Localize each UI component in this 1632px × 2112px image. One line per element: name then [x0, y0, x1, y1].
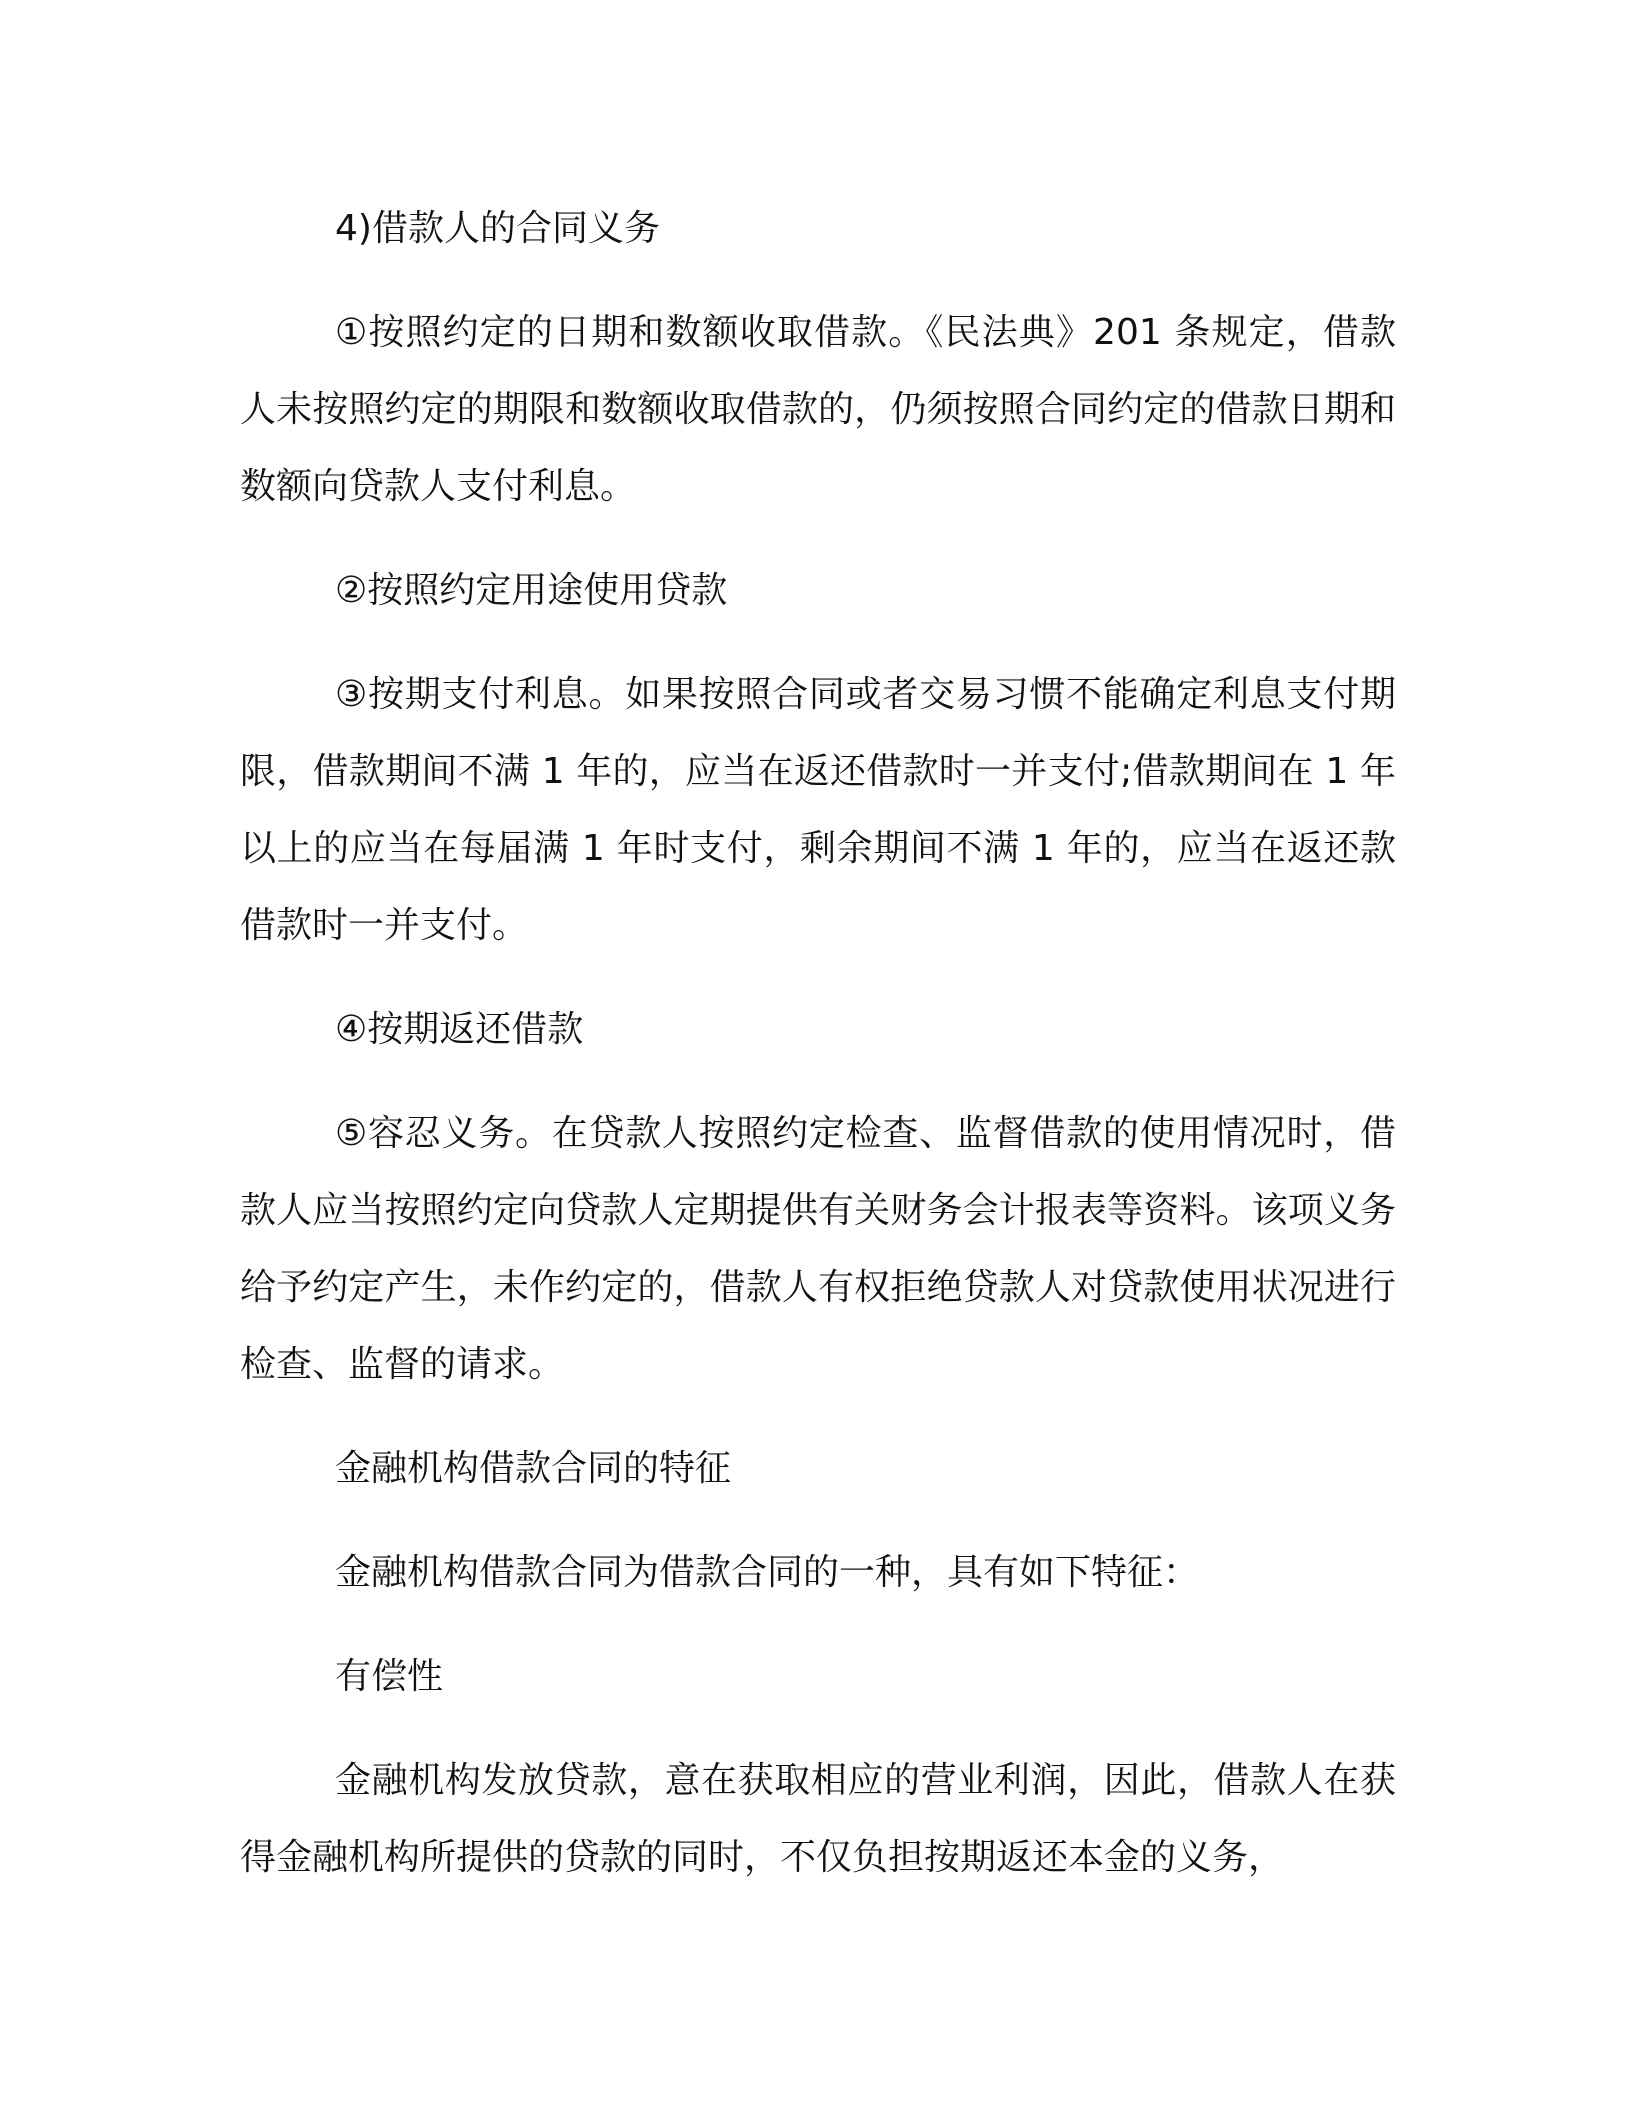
paragraph-heading-borrower-obligations: 4)借款人的合同义务	[335, 208, 660, 249]
paragraph-obligation-3: ③按期支付利息。如果按照合同或者交易习惯不能确定利息支付期限，借款期间不满 1 年的，应当在返还借款时一并支付;借款期间在 1 年以上的应当在每届满 1 年时支付，剩余期间不满 1 年的，应当在返还款借款时一并支付。	[240, 674, 1396, 946]
paragraph-obligation-2: ②按照约定用途使用贷款	[335, 570, 728, 611]
paragraph-obligation-5: ⑤容忍义务。在贷款人按照约定检查、监督借款的使用情况时，借款人应当按照约定向贷款人定期提供有关财务会计报表等资料。该项义务给予约定产生，未作约定的，借款人有权拒绝贷款人对贷款使用状况进行检查、监督的请求。	[240, 1113, 1396, 1385]
paragraph-heading-features: 金融机构借款合同的特征	[335, 1448, 732, 1489]
paragraph-onerous-body: 金融机构发放贷款，意在获取相应的营业利润，因此，借款人在获得金融机构所提供的贷款的同时，不仅负担按期返还本金的义务，	[240, 1760, 1396, 1878]
document-page	[240, 190, 1396, 1896]
paragraph-obligation-4: ④按期返还借款	[335, 1009, 584, 1050]
paragraph-features-intro: 金融机构借款合同为借款合同的一种，具有如下特征：	[335, 1552, 1200, 1593]
paragraph-heading-onerous: 有偿性	[335, 1656, 444, 1697]
paragraph-obligation-1: ①按照约定的日期和数额收取借款。《民法典》201 条规定，借款人未按照约定的期限和数额收取借款的，仍须按照合同约定的借款日期和数额向贷款人支付利息。	[240, 312, 1396, 507]
